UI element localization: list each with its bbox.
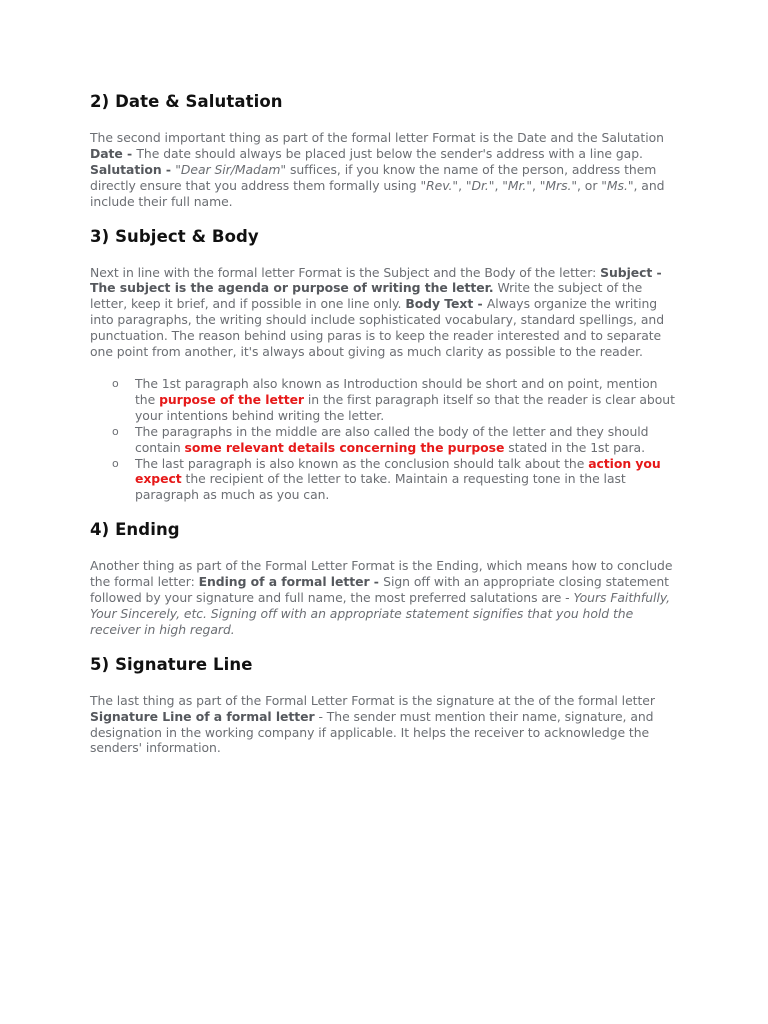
text-run: Sign off with an appropriate closing statement followed by your signature and full name, the most preferred salutations are -: [90, 574, 669, 606]
text-run: in the first paragraph itself so that the reader is clear about your intentions behind writing the letter.: [135, 391, 675, 423]
text-run: The date should always be placed just below the sender's address with a line gap.: [136, 145, 643, 161]
highlight-text: some relevant details concerning the purpose: [184, 439, 505, 455]
bold-label-signature-line: Signature Line of a formal letter: [90, 708, 315, 724]
section-paragraph: [90, 265, 680, 360]
italic-run: Dear Sir/Madam: [180, 161, 281, 177]
list-item: [90, 424, 680, 456]
text-run: The last thing as part of the Formal Letter Format is the signature at the of the formal letter: [90, 692, 655, 708]
text-run: Always organize the writing into paragraphs, the writing should include sophisticated vocabulary, standard spellings, and punctuation. The reason behind using paras is to keep the reader interested and to separate one point from another, it's always about giving as much clarity as possible to the reader.: [90, 296, 665, 360]
text-run: ", ": [452, 177, 472, 193]
section-heading: 2) Date & Salutation: [90, 92, 283, 111]
text-run: stated in the 1st para.: [504, 439, 645, 455]
text-run: Write the subject of the letter, keep it brief, and if possible in one line only.: [90, 280, 643, 312]
text-run: The second important thing as part of the formal letter Format is the Date and the Salutation: [90, 130, 664, 145]
text-run: - The sender must mention their name, signature, and designation in the working company if applicable. It helps the receiver to acknowledge the senders' information.: [90, 708, 654, 756]
highlight-text: purpose of the letter: [159, 391, 304, 407]
highlight-text: action you expect: [135, 455, 661, 487]
section-ending: [90, 520, 680, 638]
section-heading: 4) Ending: [90, 520, 180, 540]
section-paragraph: [90, 130, 680, 210]
italic-run: Mrs.: [545, 177, 572, 193]
text-run: ", ": [488, 177, 508, 193]
section-heading: 5) Signature Line: [90, 654, 253, 674]
text-run: ", or ": [571, 177, 607, 193]
italic-run: Rev.: [426, 177, 453, 193]
bold-label-salutation: Salutation -: [90, 161, 176, 177]
list-item: [90, 376, 680, 424]
text-run: " suffices, if you know the name of the person, address them directly ensure that you address them formally using ": [90, 161, 657, 193]
section-paragraph: [90, 558, 680, 638]
italic-run: Ms.: [606, 177, 628, 193]
text-run: The last paragraph is also known as the conclusion should talk about the: [135, 455, 589, 471]
italic-run: Mr.: [507, 177, 527, 193]
document-page: [90, 92, 680, 756]
section-heading: 3) Subject & Body: [90, 226, 259, 246]
bold-label-ending: Ending of a formal letter -: [198, 574, 384, 590]
bold-label-body-text: Body Text -: [405, 296, 487, 312]
italic-run: Yours Faithfully, Your Sincerely, etc. Signing off with an appropriate statement signifies that you hold the receiver in high regard.: [90, 590, 671, 637]
list-item: [90, 456, 680, 504]
circle-bullet-icon: o: [112, 456, 119, 470]
text-run: Another thing as part of the Formal Letter Format is the Ending, which means how to conclude the formal letter:: [90, 558, 673, 590]
text-run: ", ": [526, 177, 546, 193]
circle-bullet-icon: o: [112, 376, 119, 390]
section-date-salutation: [90, 92, 680, 210]
text-run: the recipient of the letter to take. Maintain a requesting tone in the last paragraph as much as you can.: [135, 471, 626, 503]
section-subject-body: [90, 227, 680, 504]
italic-run: Dr.: [471, 177, 489, 193]
circle-bullet-icon: o: [112, 424, 119, 438]
bold-label-subject: Subject - The subject is the agenda or purpose of writing the letter.: [90, 264, 662, 296]
text-run: ": [175, 161, 181, 177]
text-run: The 1st paragraph also known as Introduction should be short and on point, mention the: [135, 375, 658, 407]
bullet-list: [90, 376, 680, 503]
section-signature-line: [90, 655, 680, 757]
text-run: The paragraphs in the middle are also called the body of the letter and they should contain: [135, 423, 649, 455]
section-paragraph: [90, 693, 680, 757]
text-run: ", and include their full name.: [90, 177, 665, 209]
text-run: Next in line with the formal letter Format is the Subject and the Body of the letter:: [90, 264, 601, 280]
bold-label-date: Date -: [90, 145, 137, 161]
